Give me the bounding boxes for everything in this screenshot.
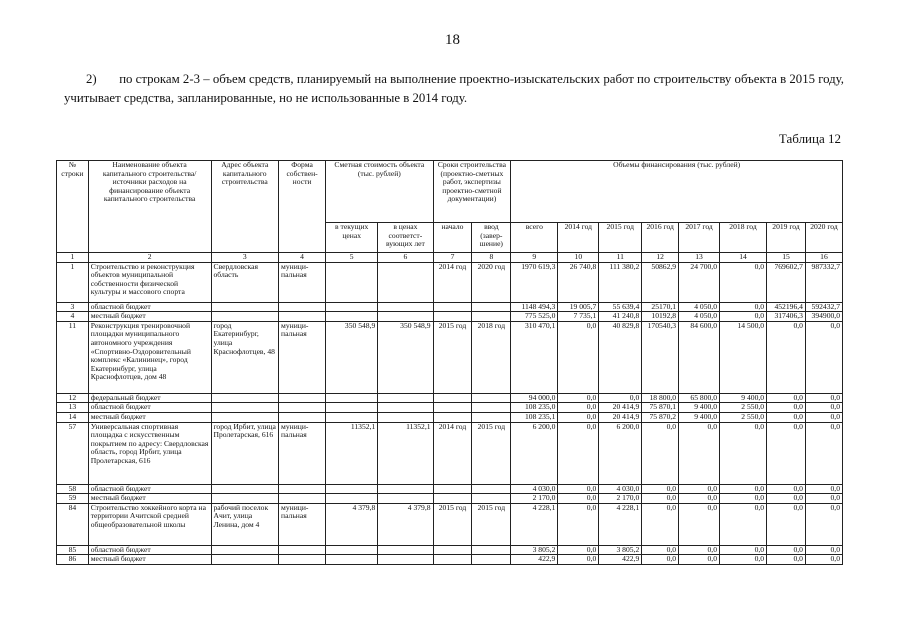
table-cell: 9 400,0 [679, 403, 720, 413]
table-cell: 0,0 [767, 412, 806, 422]
header-2018: 2018 год [720, 223, 767, 253]
table-row [57, 494, 843, 504]
table-cell: 0,0 [767, 403, 806, 413]
table-cell: 12 [57, 393, 89, 403]
table-cell: 111 380,2 [599, 262, 642, 302]
table-cell [378, 393, 433, 403]
table-cell: 20 414,9 [599, 412, 642, 422]
table-cell: 94 000,0 [511, 393, 558, 403]
table-cell: 4 050,0 [679, 302, 720, 312]
table-cell: 0,0 [767, 393, 806, 403]
table-cell: 10192,8 [642, 312, 679, 322]
col-number: 16 [805, 253, 842, 263]
table-cell [433, 312, 472, 322]
table-cell [279, 484, 326, 494]
table-cell: 394900,0 [805, 312, 842, 322]
table-cell: местный бюджет [88, 312, 211, 322]
header-2016: 2016 год [642, 223, 679, 253]
table-cell [472, 312, 511, 322]
table-cell: 0,0 [767, 422, 806, 484]
table-cell [378, 494, 433, 504]
table-cell: 6 200,0 [511, 422, 558, 484]
table-cell: областной бюджет [88, 403, 211, 413]
header-estimate: Сметная стоимость объекта (тыс. рублей) [326, 161, 433, 223]
table-cell: 0,0 [642, 503, 679, 545]
table-cell: 11 [57, 321, 89, 393]
table-cell [279, 403, 326, 413]
table-cell: 2015 год [472, 422, 511, 484]
table-cell [326, 302, 378, 312]
table-cell [279, 393, 326, 403]
table-row [57, 484, 843, 494]
table-row [57, 393, 843, 403]
table-cell: 75 870,1 [642, 403, 679, 413]
table-cell: 19 005,7 [558, 302, 599, 312]
col-number: 9 [511, 253, 558, 263]
table-cell [326, 484, 378, 494]
table-cell: 26 740,8 [558, 262, 599, 302]
table-cell [433, 555, 472, 565]
col-number: 3 [211, 253, 279, 263]
table-cell [211, 545, 279, 555]
table-cell: областной бюджет [88, 484, 211, 494]
col-number: 7 [433, 253, 472, 263]
table-cell: 0,0 [720, 545, 767, 555]
table-cell: 0,0 [805, 393, 842, 403]
table-cell: 4 379,8 [326, 503, 378, 545]
table-cell: 0,0 [720, 312, 767, 322]
table-cell: 50862,9 [642, 262, 679, 302]
table-cell: муници-пальная [279, 422, 326, 484]
table-row [57, 262, 843, 302]
table-cell [378, 262, 433, 302]
table-cell: областной бюджет [88, 302, 211, 312]
table-cell: 775 525,0 [511, 312, 558, 322]
table-cell: Универсальная спортивная площадка с искусственным покрытием по адресу: Свердловская область, город Ирбит, улица Пролетарская, 616 [88, 422, 211, 484]
table-cell: муници-пальная [279, 321, 326, 393]
col-number: 11 [599, 253, 642, 263]
table-cell [326, 555, 378, 565]
table-cell [326, 262, 378, 302]
table-cell [326, 494, 378, 504]
table-cell: 0,0 [767, 321, 806, 393]
table-cell: областной бюджет [88, 545, 211, 555]
table-cell [378, 312, 433, 322]
table-cell: город Екатеринбург, улица Краснофлотцев, 48 [211, 321, 279, 393]
table-cell: 2015 год [433, 503, 472, 545]
table-caption: Таблица 12 [778, 131, 841, 146]
table-cell: 1148 494,3 [511, 302, 558, 312]
table-cell: 24 700,0 [679, 262, 720, 302]
table-cell [472, 393, 511, 403]
header-2015: 2015 год [599, 223, 642, 253]
table-cell: 7 735,1 [558, 312, 599, 322]
table-cell: 4 030,0 [599, 484, 642, 494]
table-cell: 86 [57, 555, 89, 565]
table-cell: 769602,7 [767, 262, 806, 302]
table-cell: 6 200,0 [599, 422, 642, 484]
table-cell [472, 403, 511, 413]
page-number: 18 [445, 32, 460, 48]
table-cell: 0,0 [558, 321, 599, 393]
header-2017: 2017 год [679, 223, 720, 253]
header-2020: 2020 год [805, 223, 842, 253]
table-cell [326, 403, 378, 413]
table-cell: 9 400,0 [679, 412, 720, 422]
table-cell: 0,0 [642, 484, 679, 494]
table-cell: 1 [57, 262, 89, 302]
table-cell [326, 412, 378, 422]
table-cell: местный бюджет [88, 412, 211, 422]
table-cell: местный бюджет [88, 555, 211, 565]
table-row [57, 312, 843, 322]
table-cell: федеральный бюджет [88, 393, 211, 403]
table-row [57, 321, 843, 393]
header-financing: Объемы финансирования (тыс. рублей) [511, 161, 843, 223]
table-cell: 75 870,2 [642, 412, 679, 422]
table-cell: 108 235,1 [511, 412, 558, 422]
table-cell: 57 [57, 422, 89, 484]
table-cell: 4 [57, 312, 89, 322]
table-cell: 0,0 [558, 555, 599, 565]
table-cell: 0,0 [558, 503, 599, 545]
table-cell: 2020 год [472, 262, 511, 302]
table-cell [433, 403, 472, 413]
table-cell: 350 548,9 [378, 321, 433, 393]
col-number: 4 [279, 253, 326, 263]
table-row [57, 403, 843, 413]
table-cell [378, 302, 433, 312]
header-2019: 2019 год [767, 223, 806, 253]
col-number: 10 [558, 253, 599, 263]
table-cell: 108 235,0 [511, 403, 558, 413]
table-cell [279, 302, 326, 312]
table-cell: 0,0 [767, 494, 806, 504]
table-cell: 2 170,0 [511, 494, 558, 504]
table-cell: 0,0 [805, 484, 842, 494]
table-cell: 58 [57, 484, 89, 494]
table-cell [378, 412, 433, 422]
header-ownership: Форма собствен-ности [279, 161, 326, 253]
table-row [57, 412, 843, 422]
table-cell: 350 548,9 [326, 321, 378, 393]
table-cell: 9 400,0 [720, 393, 767, 403]
table-cell: 0,0 [767, 484, 806, 494]
table-cell [211, 312, 279, 322]
table-cell [433, 393, 472, 403]
table-row [57, 422, 843, 484]
table-cell: 14 [57, 412, 89, 422]
column-number-row [57, 253, 843, 263]
table-cell: рабочий поселок Ачит, улица Ленина, дом 4 [211, 503, 279, 545]
table-cell [211, 555, 279, 565]
table-cell: 0,0 [642, 555, 679, 565]
header-row-no: № строки [57, 161, 89, 253]
table-cell [378, 484, 433, 494]
col-number: 1 [57, 253, 89, 263]
financing-table [56, 160, 843, 565]
table-cell: 0,0 [679, 555, 720, 565]
table-cell [378, 545, 433, 555]
col-number: 5 [326, 253, 378, 263]
table-cell: 310 470,1 [511, 321, 558, 393]
table-cell: 13 [57, 403, 89, 413]
table-cell [279, 412, 326, 422]
table-cell: 2015 год [433, 321, 472, 393]
table-cell [279, 545, 326, 555]
table-cell [472, 412, 511, 422]
table-cell: 0,0 [599, 393, 642, 403]
table-cell: 0,0 [558, 403, 599, 413]
table-cell: 2015 год [472, 503, 511, 545]
col-number: 15 [767, 253, 806, 263]
table-cell [211, 412, 279, 422]
table-cell: город Ирбит, улица Пролетарская, 616 [211, 422, 279, 484]
table-cell [211, 403, 279, 413]
table-cell: 55 639,4 [599, 302, 642, 312]
table-cell: 0,0 [558, 422, 599, 484]
table-cell: 65 800,0 [679, 393, 720, 403]
table-cell: 84 [57, 503, 89, 545]
table-cell: 0,0 [805, 412, 842, 422]
col-number: 6 [378, 253, 433, 263]
table-cell: 987332,7 [805, 262, 842, 302]
table-cell: 25170,1 [642, 302, 679, 312]
table-cell: 0,0 [642, 494, 679, 504]
table-cell: 0,0 [720, 422, 767, 484]
table-cell: Строительство хоккейного корта на территории Ачитской средней общеобразовательной школы [88, 503, 211, 545]
table-cell: 317406,3 [767, 312, 806, 322]
table-cell: 422,9 [511, 555, 558, 565]
table-cell: Реконструкция тренировочной площадки муниципального автономного учреждения «Спортивно-Оздоровительный комплекс «Калининец», город Екатеринбург, улица Краснофлотцев, дом 48 [88, 321, 211, 393]
table-cell: 0,0 [679, 494, 720, 504]
table-cell [433, 545, 472, 555]
table-cell [472, 494, 511, 504]
table-cell [326, 545, 378, 555]
table-cell: 0,0 [642, 422, 679, 484]
table-cell: Свердловская область [211, 262, 279, 302]
table-cell: 0,0 [805, 422, 842, 484]
table-cell: 592432,7 [805, 302, 842, 312]
table-cell [279, 494, 326, 504]
table-row [57, 503, 843, 545]
table-cell: 452196,4 [767, 302, 806, 312]
table-cell [433, 302, 472, 312]
table-cell: 0,0 [767, 555, 806, 565]
header-commission: ввод (завер-шение) [472, 223, 511, 253]
table-cell: 0,0 [558, 393, 599, 403]
table-cell: 2014 год [433, 262, 472, 302]
table-cell: 0,0 [767, 545, 806, 555]
table-cell: 0,0 [679, 503, 720, 545]
table-cell: 2 550,0 [720, 412, 767, 422]
table-cell: 0,0 [558, 545, 599, 555]
table-cell: 0,0 [720, 503, 767, 545]
table-cell: 18 800,0 [642, 393, 679, 403]
table-cell: 0,0 [805, 494, 842, 504]
table-cell: 84 600,0 [679, 321, 720, 393]
table-row [57, 302, 843, 312]
table-cell: муници-пальная [279, 503, 326, 545]
table-cell [378, 403, 433, 413]
table-cell: 0,0 [805, 321, 842, 393]
table-cell [472, 302, 511, 312]
table-cell [279, 312, 326, 322]
table-cell: 0,0 [720, 262, 767, 302]
table-cell [472, 484, 511, 494]
col-number: 14 [720, 253, 767, 263]
table-cell [211, 393, 279, 403]
table-cell [472, 545, 511, 555]
header-current-prices: в текущих ценах [326, 223, 378, 253]
header-name: Наименование объекта капитального строительства/ источники расходов на финансирование объекта капитального строительства [88, 161, 211, 253]
table-cell: 0,0 [720, 494, 767, 504]
table-cell: 0,0 [679, 422, 720, 484]
table-cell: 3 805,2 [511, 545, 558, 555]
table-cell: 2018 год [472, 321, 511, 393]
header-2014: 2014 год [558, 223, 599, 253]
table-cell: 0,0 [767, 503, 806, 545]
table-cell: 0,0 [720, 555, 767, 565]
table-cell: 170540,3 [642, 321, 679, 393]
table-cell [211, 484, 279, 494]
table-cell [433, 494, 472, 504]
body-paragraph: 2) по строкам 2-3 – объем средств, планируемый на выполнение проектно-изыскательских работ по строительству объекта в 2015 году, учитывает средства, запланированные, но не использованные в 2014 году. [64, 72, 844, 105]
table-cell: 59 [57, 494, 89, 504]
table-cell [433, 484, 472, 494]
table-cell: 422,9 [599, 555, 642, 565]
table-cell: Строительство и реконструкция объектов муниципальной собственности физической культуры и массового спорта [88, 262, 211, 302]
header-address: Адрес объекта капитального строительства [211, 161, 279, 253]
table-cell: 0,0 [679, 545, 720, 555]
table-cell: 0,0 [805, 503, 842, 545]
col-number: 2 [88, 253, 211, 263]
table-cell [472, 555, 511, 565]
table-cell [211, 302, 279, 312]
table-cell [279, 555, 326, 565]
table-cell: 41 240,8 [599, 312, 642, 322]
table-cell: 20 414,9 [599, 403, 642, 413]
table-cell: 3 805,2 [599, 545, 642, 555]
table-cell: 4 379,8 [378, 503, 433, 545]
table-cell: 0,0 [558, 484, 599, 494]
table-cell: 3 [57, 302, 89, 312]
col-number: 13 [679, 253, 720, 263]
table-cell: 0,0 [679, 484, 720, 494]
table-row [57, 545, 843, 555]
table-cell: 0,0 [642, 545, 679, 555]
header-corr-prices: в ценах соответст-вующих лет [378, 223, 433, 253]
table-cell: 85 [57, 545, 89, 555]
col-number: 8 [472, 253, 511, 263]
table-cell: 0,0 [720, 484, 767, 494]
header-start: начало [433, 223, 472, 253]
header-terms: Сроки строительства (проектно-сметных работ, экспертизы проектно-сметной документации) [433, 161, 511, 223]
table-cell: 4 228,1 [599, 503, 642, 545]
table-cell: 2 170,0 [599, 494, 642, 504]
table-cell: 40 829,8 [599, 321, 642, 393]
table-cell: 0,0 [558, 494, 599, 504]
table-cell: 4 228,1 [511, 503, 558, 545]
table-cell: 0,0 [805, 403, 842, 413]
table-cell [326, 393, 378, 403]
table-cell [211, 494, 279, 504]
table-cell: 4 030,0 [511, 484, 558, 494]
table-cell: муници-пальная [279, 262, 326, 302]
table-cell: 11352,1 [378, 422, 433, 484]
table-cell: 0,0 [720, 302, 767, 312]
table-cell [433, 412, 472, 422]
table-cell [326, 312, 378, 322]
table-row [57, 555, 843, 565]
table-cell [378, 555, 433, 565]
table-cell: 11352,1 [326, 422, 378, 484]
col-number: 12 [642, 253, 679, 263]
table-cell: 2 550,0 [720, 403, 767, 413]
header-total: всего [511, 223, 558, 253]
table-cell: 0,0 [805, 555, 842, 565]
table-cell: 0,0 [805, 545, 842, 555]
table-cell: 14 500,0 [720, 321, 767, 393]
table-cell: 0,0 [558, 412, 599, 422]
table-cell: 4 050,0 [679, 312, 720, 322]
table-cell: 2014 год [433, 422, 472, 484]
table-cell: 1970 619,3 [511, 262, 558, 302]
table-cell: местный бюджет [88, 494, 211, 504]
